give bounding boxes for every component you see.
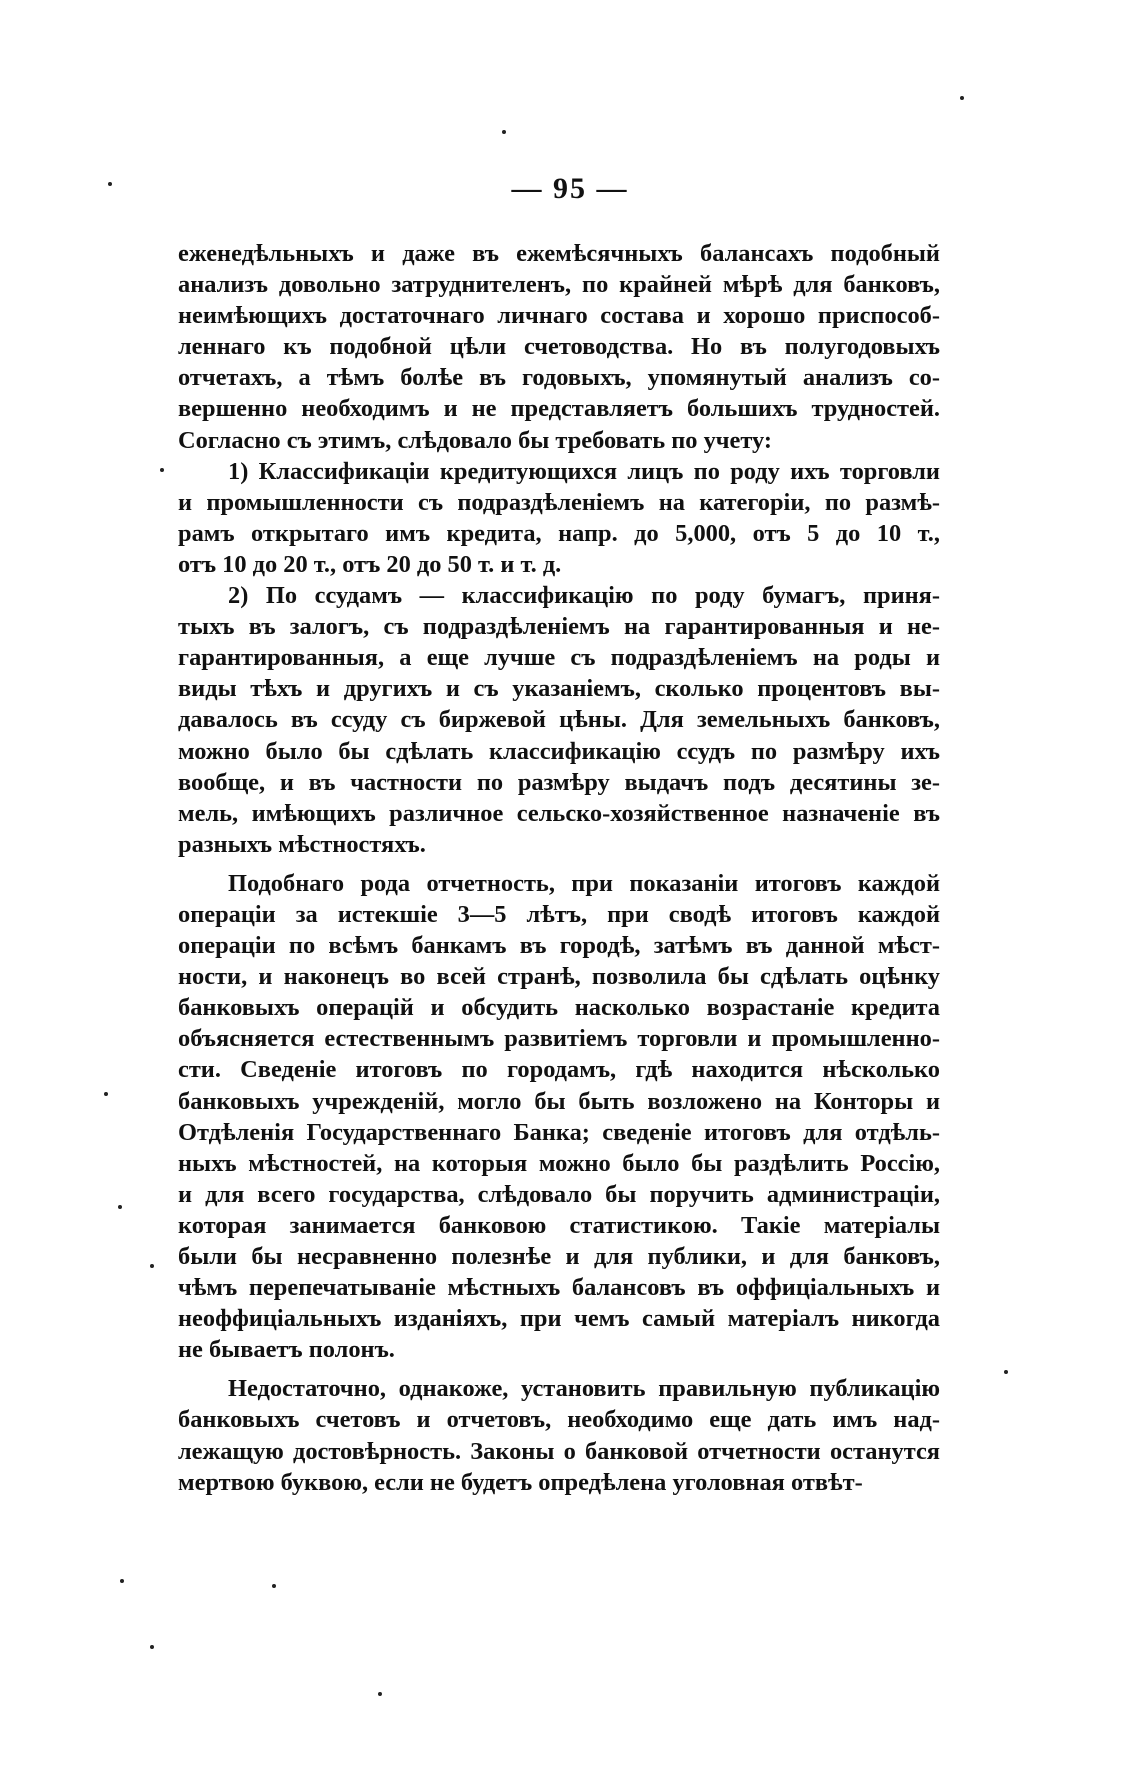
print-speck bbox=[118, 1205, 122, 1209]
text-line: банковыхъ счетовъ и отчетовъ, необходимо еще дать имъ над- bbox=[178, 1406, 940, 1434]
print-speck bbox=[150, 1264, 154, 1268]
text-line: банковыхъ операцій и обсудить насколько возрастаніе кредита bbox=[178, 994, 940, 1022]
text-line: рамъ открытаго имъ кредита, напр. до 5,000, отъ 5 до 10 т., bbox=[178, 519, 940, 547]
text-line: банковыхъ учрежденій, могло бы быть возложено на Конторы и bbox=[178, 1087, 940, 1115]
page-body bbox=[178, 238, 940, 1498]
text-line: 2) По ссудамъ — классификацію по роду бумагъ, приня- bbox=[228, 582, 940, 610]
text-line: мель, имѣющихъ различное сельско-хозяйственное назначеніе въ bbox=[178, 799, 940, 827]
text-line: неимѣющихъ достаточнаго личнаго состава и хорошо приспособ- bbox=[178, 302, 940, 330]
print-speck bbox=[1004, 1370, 1008, 1374]
text-line: которая занимается банковою статистикою. Такіе матеріалы bbox=[178, 1211, 940, 1239]
text-line: разныхъ мѣстностяхъ. bbox=[178, 830, 426, 858]
print-speck bbox=[108, 182, 112, 186]
text-line: сти. Сведеніе итоговъ по городамъ, гдѣ находится нѣсколько bbox=[178, 1056, 940, 1084]
text-line: Согласно съ этимъ, слѣдовало бы требовать по учету: bbox=[178, 426, 773, 454]
text-line: отъ 10 до 20 т., отъ 20 до 50 т. и т. д. bbox=[178, 550, 562, 578]
text-line: ныхъ мѣстностей, на которыя можно было бы раздѣлить Россію, bbox=[178, 1149, 940, 1177]
paragraph bbox=[178, 868, 940, 1366]
print-speck bbox=[104, 1092, 108, 1096]
text-line: еженедѣльныхъ и даже въ ежемѣсячныхъ балансахъ подобный bbox=[178, 240, 940, 267]
text-line: вершенно необходимъ и не представляетъ большихъ трудностей. bbox=[178, 395, 940, 423]
text-line: ности, и наконецъ во всей странѣ, позволила бы сдѣлать оцѣнку bbox=[178, 963, 940, 991]
text-line: тыхъ въ залогъ, съ подраздѣленіемъ на гарантированныя и не- bbox=[178, 613, 940, 641]
print-speck bbox=[272, 1584, 276, 1588]
print-speck bbox=[150, 1645, 154, 1649]
text-line: и промышленности съ подраздѣленіемъ на категоріи, по размѣ- bbox=[178, 488, 940, 516]
text-line: вообще, и въ частности по размѣру выдачъ подъ десятины зе- bbox=[178, 768, 940, 796]
text-line: 1) Классификаціи кредитующихся лицъ по роду ихъ торговли bbox=[228, 457, 940, 485]
print-speck bbox=[960, 96, 964, 100]
text-line: гарантированныя, а еще лучше съ подраздѣленіемъ на роды и bbox=[178, 644, 940, 672]
print-speck bbox=[160, 468, 164, 472]
page-number: — 95 — bbox=[511, 172, 629, 205]
text-line: операціи по всѣмъ банкамъ въ городѣ, затѣмъ въ данной мѣст- bbox=[178, 932, 940, 960]
text-line: Подобнаго рода отчетность, при показаніи итоговъ каждой bbox=[228, 869, 940, 897]
paragraph bbox=[178, 456, 940, 580]
text-line: чѣмъ перепечатываніе мѣстныхъ балансовъ въ оффиціальныхъ и bbox=[178, 1274, 940, 1302]
text-line: отчетахъ, а тѣмъ болѣе въ годовыхъ, упомянутый анализъ со- bbox=[178, 364, 940, 392]
text-line: Отдѣленія Государственнаго Банка; сведеніе итоговъ для отдѣль- bbox=[178, 1118, 940, 1146]
paragraph bbox=[178, 1373, 940, 1497]
print-speck bbox=[502, 130, 506, 134]
text-line: давалось въ ссуду съ биржевой цѣны. Для земельныхъ банковъ, bbox=[178, 706, 940, 734]
text-line: были бы несравненно полезнѣе и для публики, и для банковъ, bbox=[178, 1243, 940, 1270]
text-line: операціи за истекшіе 3—5 лѣтъ, при сводѣ итоговъ каждой bbox=[178, 900, 940, 928]
text-line: анализъ довольно затруднителенъ, по крайней мѣрѣ для банковъ, bbox=[178, 271, 940, 299]
paragraph bbox=[178, 580, 940, 860]
text-line: можно было бы сдѣлать классификацію ссудъ по размѣру ихъ bbox=[178, 737, 940, 765]
text-line: объясняется естественнымъ развитіемъ торговли и промышленно- bbox=[178, 1025, 940, 1053]
text-line: лежащую достовѣрность. Законы о банковой отчетности останутся bbox=[178, 1437, 940, 1465]
text-line: леннаго къ подобной цѣли счетоводства. Но въ полугодовыхъ bbox=[178, 333, 940, 361]
print-speck bbox=[378, 1692, 382, 1696]
paragraph bbox=[178, 238, 940, 456]
text-line: виды тѣхъ и другихъ и съ указаніемъ, сколько процентовъ вы- bbox=[178, 675, 940, 703]
text-line: и для всего государства, слѣдовало бы поручить администраціи, bbox=[178, 1180, 940, 1208]
text-line: Недостаточно, однакоже, установить правильную публикацію bbox=[228, 1375, 940, 1403]
text-line: мертвою буквою, если не будетъ опредѣлена уголовная отвѣт- bbox=[178, 1468, 863, 1496]
text-line: неоффиціальныхъ изданіяхъ, при чемъ самый матеріалъ никогда bbox=[178, 1305, 940, 1333]
print-speck bbox=[120, 1579, 124, 1583]
text-line: не бываетъ полонъ. bbox=[178, 1336, 395, 1364]
